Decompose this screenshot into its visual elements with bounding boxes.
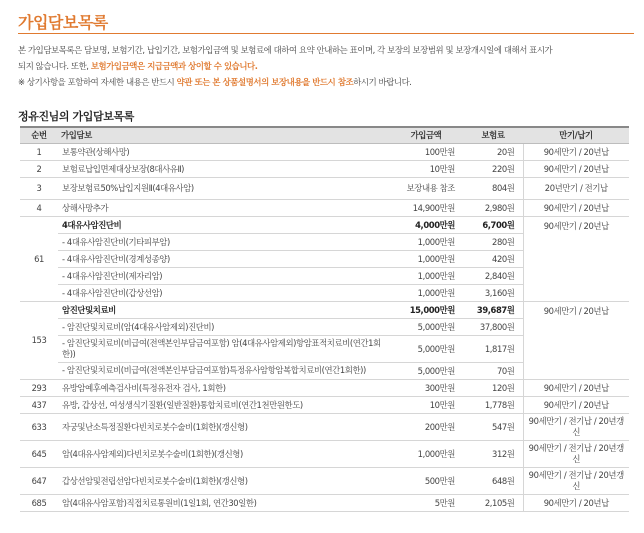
intro-line-1: 본 가입담보목록은 담보명, 보험기간, 납입기간, 보험가입금액 및 보험료에 대하여 요약 안내하는 표이며, 각 보장의 보장범위 및 보장개시일에 대해서 표시가 — [18, 45, 553, 55]
row-no: 437 — [20, 396, 58, 413]
table-row — [20, 440, 629, 467]
row-coverage: 보험료납입면제대상보장(8대사유Ⅱ) — [58, 160, 389, 177]
row-premium: 2,105원 — [463, 494, 523, 511]
intro-highlight-terms: 약관 또는 본 상품설명서의 보장내용을 반드시 참조 — [176, 77, 354, 87]
row-term: 90세만기 / 20년납 — [523, 143, 629, 160]
intro-highlight-amount: 보험가입금액은 지급금액과 상이할 수 있습니다. — [90, 61, 258, 71]
subrow-premium: 2,840원 — [463, 267, 523, 284]
row-premium: 2,980원 — [463, 199, 523, 216]
row-coverage: 4대유사암진단비 — [58, 216, 389, 233]
col-no-header: 순번 — [20, 127, 58, 143]
intro-notice — [18, 42, 632, 90]
row-amount: 4,000만원 — [389, 216, 463, 233]
row-coverage: 유방, 갑상선, 여성생식기질환(일반질환)통합치료비(연간1천만원한도) — [58, 396, 389, 413]
row-premium: 312원 — [463, 440, 523, 467]
title-divider — [18, 33, 634, 34]
intro-line-3 — [18, 74, 632, 90]
row-amount: 100만원 — [389, 143, 463, 160]
table-row — [20, 160, 629, 177]
col-premium-header: 보험료 — [463, 127, 523, 143]
row-term: 90세만기 / 전기납 / 20년갱신 — [523, 467, 629, 494]
row-no: 633 — [20, 413, 58, 440]
intro-line-2-text: 되지 않습니다. 또한, — [18, 61, 91, 71]
row-premium: 804원 — [463, 177, 523, 199]
row-amount: 200만원 — [389, 413, 463, 440]
row-amount: 1,000만원 — [389, 440, 463, 467]
table-row — [20, 494, 629, 511]
row-term: 90세만기 / 20년납 — [523, 216, 629, 301]
col-term-header: 만기/납기 — [523, 127, 629, 143]
row-term: 90세만기 / 전기납 / 20년갱신 — [523, 440, 629, 467]
row-premium: 20원 — [463, 143, 523, 160]
table-row — [20, 467, 629, 494]
row-term: 20년만기 / 전기납 — [523, 177, 629, 199]
table-row — [20, 177, 629, 199]
table-row — [20, 396, 629, 413]
subrow-premium: 1,817원 — [463, 335, 523, 362]
row-coverage: 암(4대유사암포함)직접치료통원비(1일1회, 연간30일한) — [58, 494, 389, 511]
row-amount: 10만원 — [389, 160, 463, 177]
page-title: 가입담보목록 — [18, 13, 108, 32]
row-premium: 1,778원 — [463, 396, 523, 413]
row-amount: 300만원 — [389, 379, 463, 396]
table-row — [20, 143, 629, 160]
subrow-amount: 5,000만원 — [389, 335, 463, 362]
subrow-amount: 1,000만원 — [389, 267, 463, 284]
subrow-amount: 1,000만원 — [389, 250, 463, 267]
table-row-group — [20, 301, 629, 318]
row-coverage: 보장보험료50%납입지원Ⅱ(4대유사암) — [58, 177, 389, 199]
subrow-coverage: - 4대유사암진단비(제자리암) — [58, 267, 389, 284]
row-premium: 220원 — [463, 160, 523, 177]
row-term: 90세만기 / 20년납 — [523, 379, 629, 396]
subrow-coverage: - 4대유사암진단비(갑상선암) — [58, 284, 389, 301]
subrow-coverage: - 암진단및치료비(비급여(전액본인부담금여포함)특정유사암항암복합치료비(연간1회한)) — [58, 362, 389, 379]
row-term: 90세만기 / 20년납 — [523, 160, 629, 177]
intro-line-2 — [18, 58, 632, 74]
subrow-coverage: - 암진단및치료비(비급여(전액본인부담금여포함) 암(4대유사암제외)항암표적치료비(연간1회한)) — [58, 335, 389, 362]
table-header-row — [20, 127, 629, 143]
row-term: 90세만기 / 20년납 — [523, 494, 629, 511]
subrow-amount: 1,000만원 — [389, 284, 463, 301]
row-amount: 10만원 — [389, 396, 463, 413]
row-no: 4 — [20, 199, 58, 216]
row-term: 90세만기 / 20년납 — [523, 301, 629, 379]
row-no: 61 — [20, 216, 58, 301]
row-no: 293 — [20, 379, 58, 396]
coverage-table — [20, 126, 629, 512]
row-coverage: 자궁및난소특정질환다빈치로봇수술비(1회한)(갱신형) — [58, 413, 389, 440]
row-premium: 120원 — [463, 379, 523, 396]
row-coverage: 암(4대유사암제외)다빈치로봇수술비(1회한)(갱신형) — [58, 440, 389, 467]
row-amount: 15,000만원 — [389, 301, 463, 318]
row-no: 645 — [20, 440, 58, 467]
row-no: 153 — [20, 301, 58, 379]
row-coverage: 상해사망추가 — [58, 199, 389, 216]
intro-line-3-tail: 하시기 바랍니다. — [353, 77, 412, 87]
table-row-group — [20, 216, 629, 233]
subrow-coverage: - 4대유사암진단비(기타피부암) — [58, 233, 389, 250]
subrow-amount: 1,000만원 — [389, 233, 463, 250]
subrow-amount: 5,000만원 — [389, 362, 463, 379]
row-premium: 547원 — [463, 413, 523, 440]
row-coverage: 암진단및치료비 — [58, 301, 389, 318]
subrow-premium: 280원 — [463, 233, 523, 250]
intro-line-3-text: ※ 상기사항을 포함하여 자세한 내용은 반드시 — [18, 77, 177, 87]
row-coverage: 보통약관(상해사망) — [58, 143, 389, 160]
row-no: 3 — [20, 177, 58, 199]
row-premium: 39,687원 — [463, 301, 523, 318]
subrow-premium: 70원 — [463, 362, 523, 379]
subrow-amount: 5,000만원 — [389, 318, 463, 335]
row-premium: 6,700원 — [463, 216, 523, 233]
row-amount: 14,900만원 — [389, 199, 463, 216]
subrow-premium: 3,160원 — [463, 284, 523, 301]
row-term: 90세만기 / 전기납 / 20년갱신 — [523, 413, 629, 440]
row-term: 90세만기 / 20년납 — [523, 396, 629, 413]
row-amount: 500만원 — [389, 467, 463, 494]
row-coverage: 유방암예후예측검사비(특정유전자 검사, 1회한) — [58, 379, 389, 396]
subrow-premium: 37,800원 — [463, 318, 523, 335]
subrow-premium: 420원 — [463, 250, 523, 267]
table-row — [20, 199, 629, 216]
row-amount: 보장내용 참조 — [389, 177, 463, 199]
row-term: 90세만기 / 20년납 — [523, 199, 629, 216]
row-premium: 648원 — [463, 467, 523, 494]
table-row — [20, 413, 629, 440]
row-coverage: 갑상선암및전립선암다빈치로봇수술비(1회한)(갱신형) — [58, 467, 389, 494]
row-no: 647 — [20, 467, 58, 494]
table-row — [20, 379, 629, 396]
row-no: 685 — [20, 494, 58, 511]
col-coverage-header: 가입담보 — [58, 127, 389, 143]
row-no: 1 — [20, 143, 58, 160]
row-no: 2 — [20, 160, 58, 177]
section-title: 정유진님의 가입담보목록 — [18, 110, 134, 123]
row-amount: 5만원 — [389, 494, 463, 511]
subrow-coverage: - 암진단및치료비(암(4대유사암제외)진단비) — [58, 318, 389, 335]
subrow-coverage: - 4대유사암진단비(경계성종양) — [58, 250, 389, 267]
col-amount-header: 가입금액 — [389, 127, 463, 143]
